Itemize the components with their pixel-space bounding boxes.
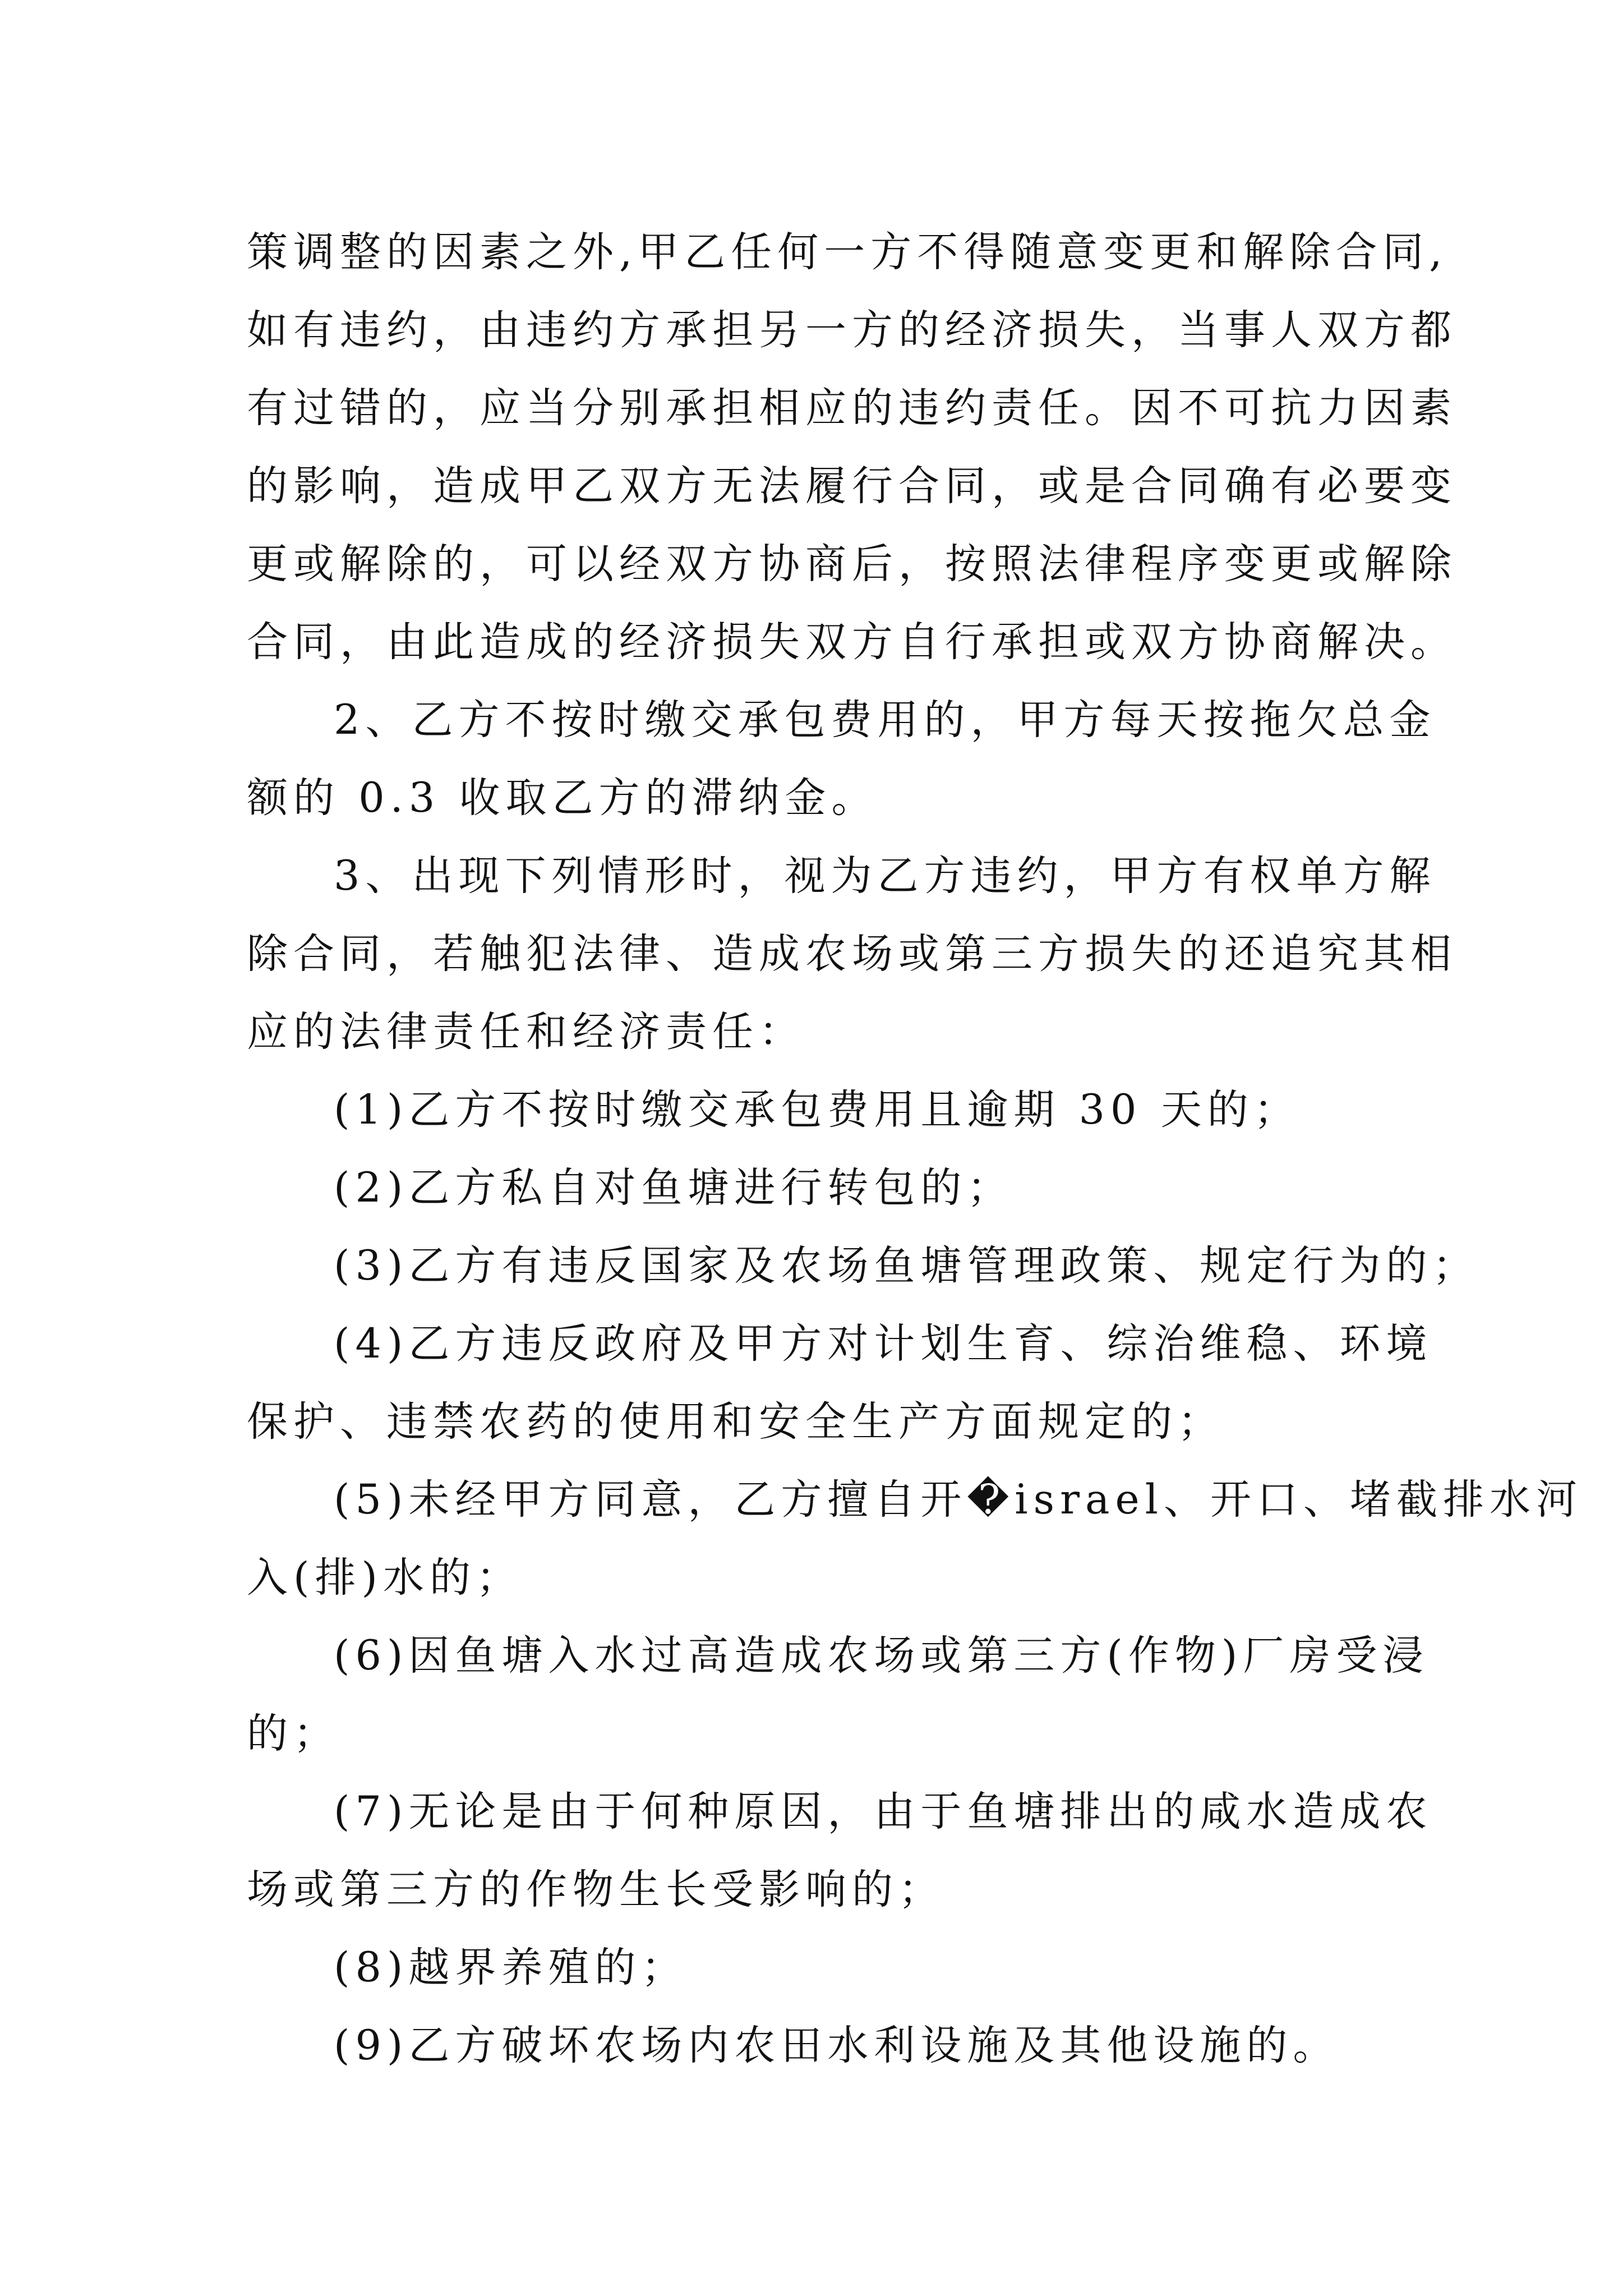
clause-2-line: 2、乙方不按时缴交承包费用的，甲方每天按拖欠总金 <box>334 696 1436 744</box>
list-item-3: (3)乙方有违反国家及农场鱼塘管理政策、规定行为的； <box>334 1242 1479 1290</box>
text-line: 合同，由此造成的经济损失双方自行承担或双方协商解决。 <box>247 618 1457 666</box>
list-item-7: (7)无论是由于何种原因，由于鱼塘排出的咸水造成农 <box>334 1788 1433 1835</box>
text-line: 额的 0.3 收取乙方的滞纳金。 <box>247 774 878 822</box>
list-item-2: (2)乙方私自对鱼塘进行转包的； <box>334 1164 1014 1212</box>
text-line: 场或第三方的作物生长受影响的； <box>247 1866 945 1913</box>
text-line: 的影响，造成甲乙双方无法履行合同，或是合同确有必要变 <box>247 462 1457 510</box>
contract-body-text <box>247 213 1583 2085</box>
text-line: 策调整的因素之外,甲乙任何一方不得随意变更和解除合同, <box>247 228 1448 276</box>
clause-3-line: 3、出现下列情形时，视为乙方违约，甲方有权单方解 <box>334 852 1436 900</box>
list-item-8: (8)越界养殖的； <box>334 1944 688 1991</box>
list-item-6: (6)因鱼塘入水过高造成农场或第三方(作物)厂房受浸 <box>334 1632 1430 1680</box>
text-line: 如有违约，由违约方承担另一方的经济损失，当事人双方都 <box>247 306 1457 354</box>
text-line: 入(排)水的； <box>247 1554 523 1602</box>
list-item-1: (1)乙方不按时缴交承包费用且逾期 30 天的； <box>334 1086 1301 1134</box>
text-line: 有过错的，应当分别承担相应的违约责任。因不可抗力因素 <box>247 384 1457 432</box>
list-item-9: (9)乙方破坏农场内农田水利设施及其他设施的。 <box>334 2022 1340 2069</box>
text-line: 更或解除的，可以经双方协商后，按照法律程序变更或解除 <box>247 540 1457 588</box>
text-line: 的； <box>247 1710 340 1757</box>
list-item-5: (5)未经甲方同意，乙方擅自开�israel、开口、堵截排水河 <box>334 1476 1583 1524</box>
text-line: 除合同，若触犯法律、造成农场或第三方损失的还追究其相 <box>247 930 1457 978</box>
text-line: 保护、违禁农药的使用和安全生产方面规定的； <box>247 1398 1224 1446</box>
text-line: 应的法律责任和经济责任： <box>247 1008 805 1056</box>
list-item-4: (4)乙方违反政府及甲方对计划生育、综治维稳、环境 <box>334 1320 1433 1368</box>
